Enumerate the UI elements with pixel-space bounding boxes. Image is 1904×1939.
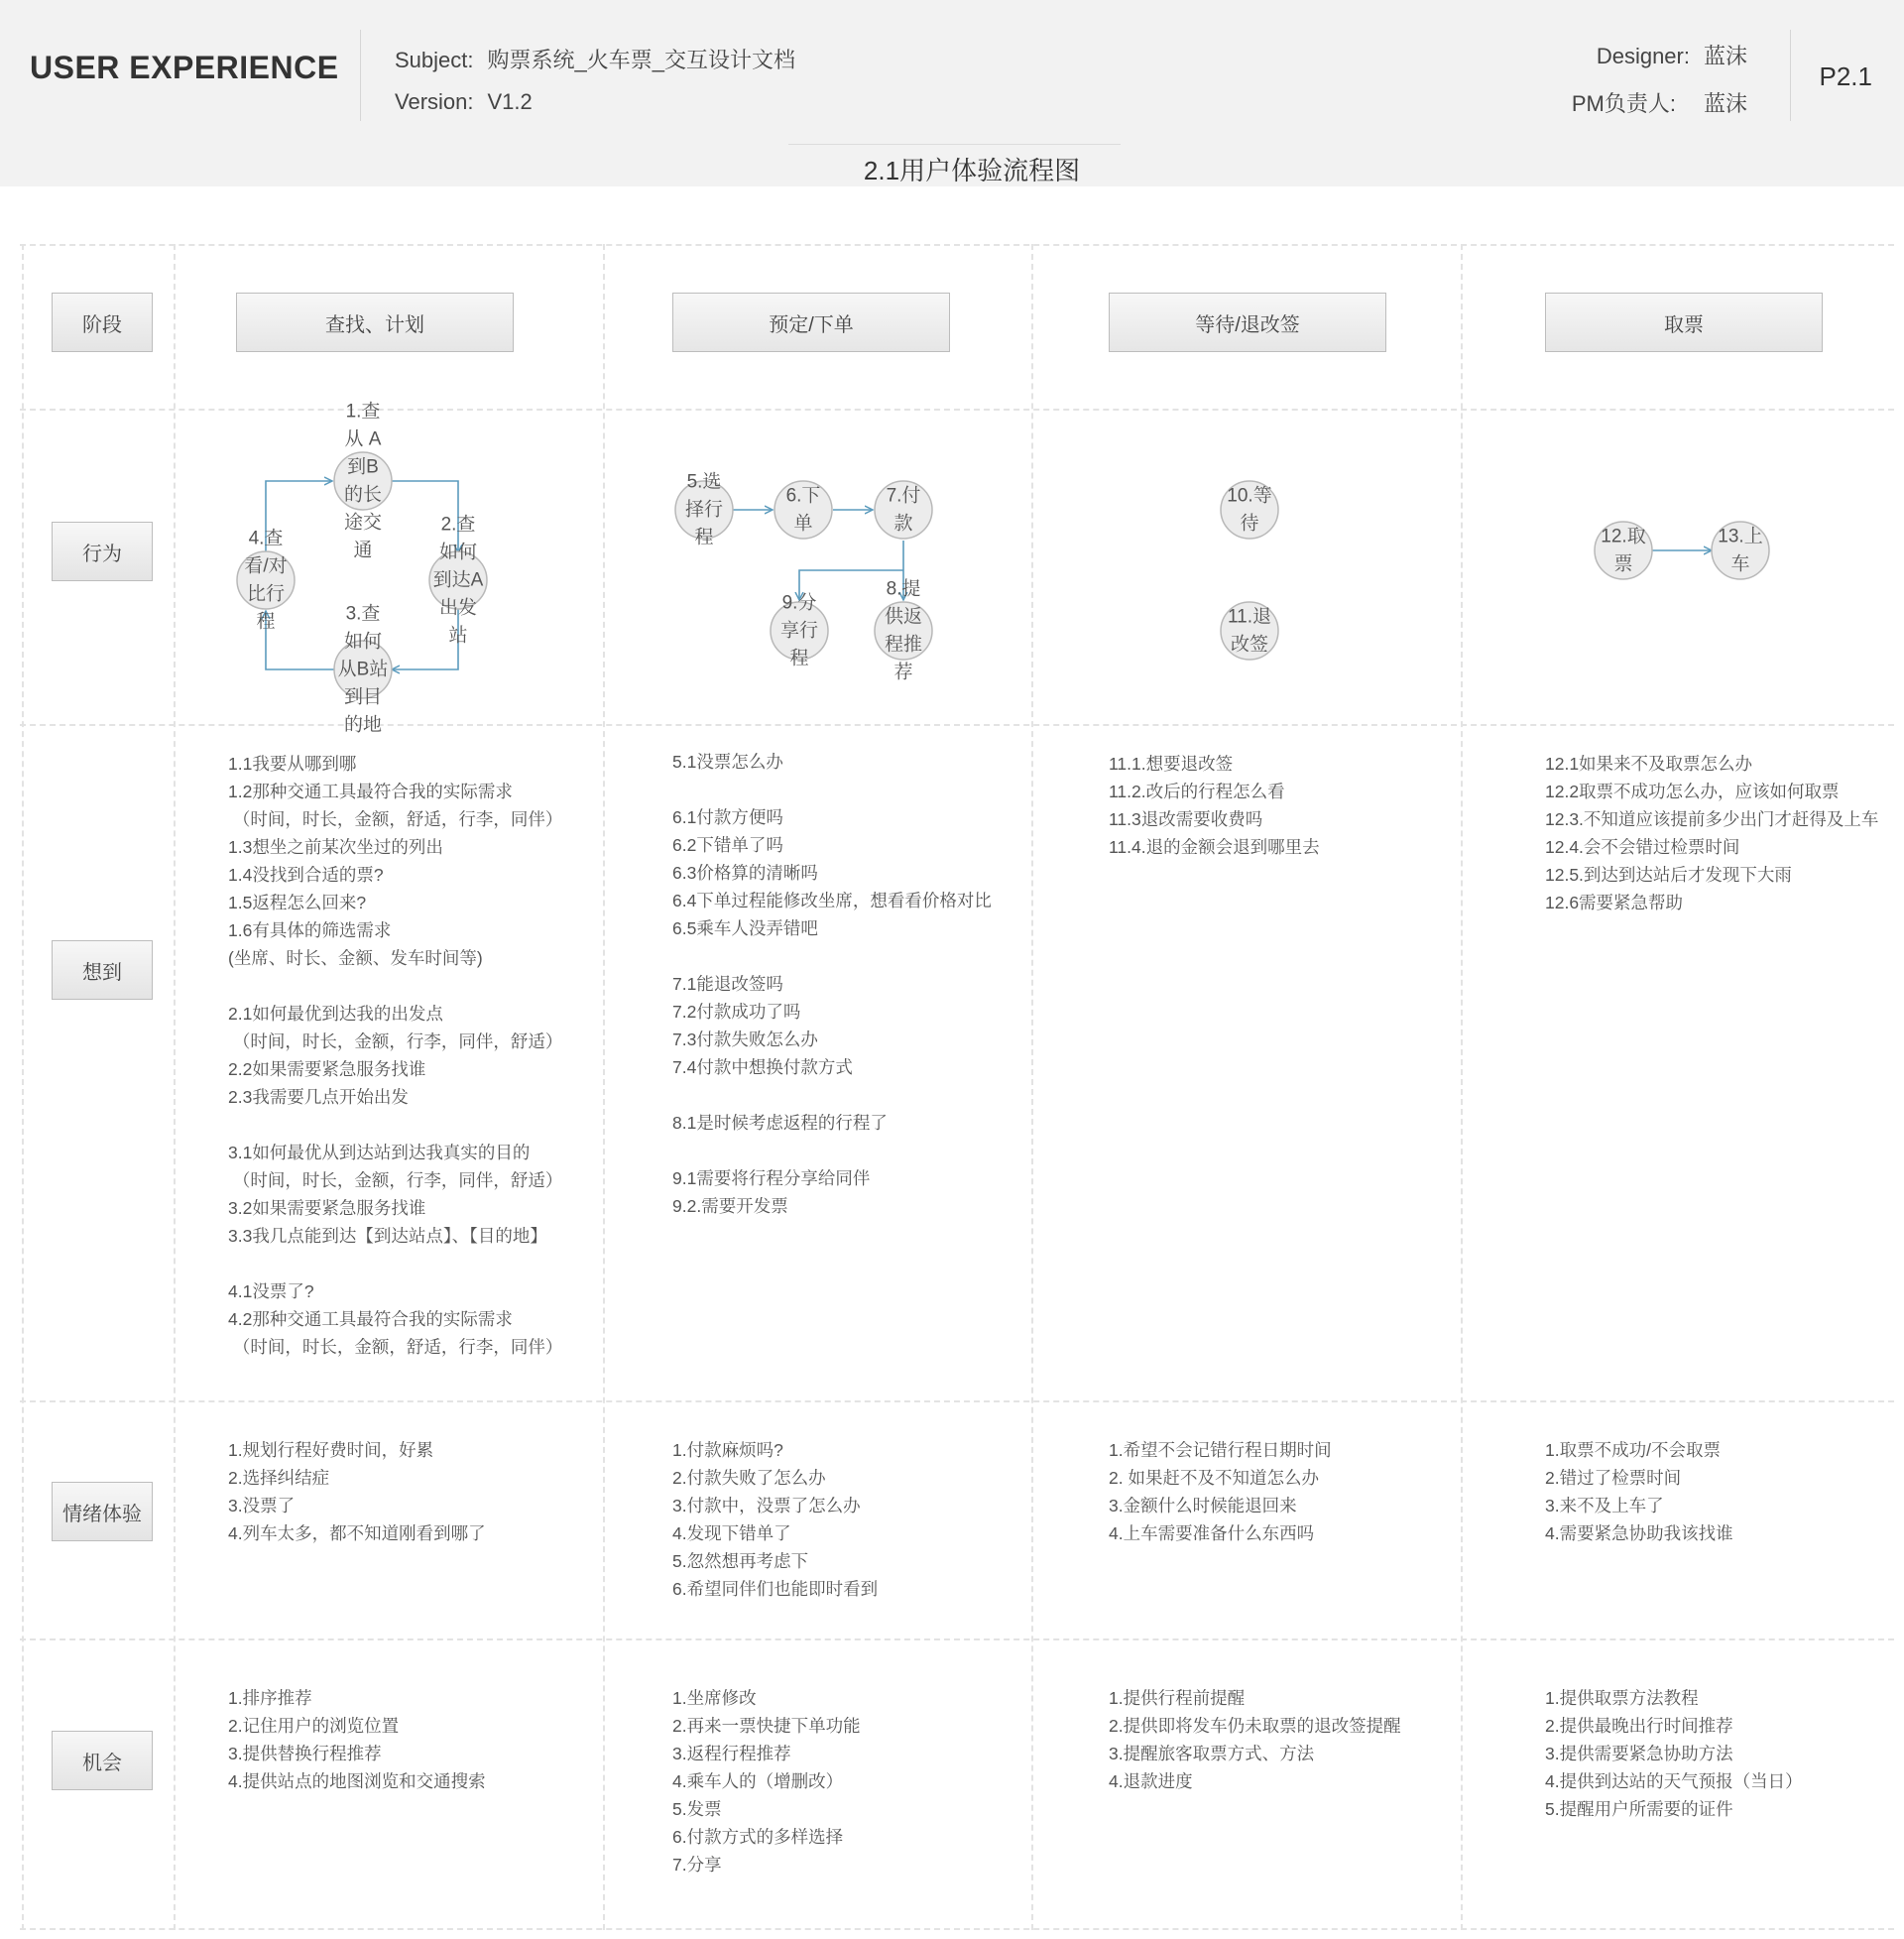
stage-wait-change: 等待/退改签: [1109, 293, 1386, 352]
flow-node-label: 享行: [779, 620, 819, 642]
flow-node-label: 供返: [884, 606, 923, 628]
flow-node-label: 2.查: [440, 514, 476, 536]
row-label-opportunity: 机会: [52, 1731, 153, 1790]
flow-node-n7: [875, 481, 932, 539]
flow-node-n9: [771, 592, 828, 669]
flow-node-label: 单: [793, 513, 813, 535]
flow-node-label: 1.查: [345, 401, 381, 423]
flow-node-label: 4.查: [248, 528, 284, 549]
flow-node-label: 7.付: [886, 485, 921, 507]
flow-node-label: 款: [893, 513, 913, 535]
thinking-pickup: 12.1如果来不及取票怎么办 12.2取票不成功怎么办，应该如何取票 12.3.不知道应该提前多少出门才赶得及上车 12.4.会不会错过检票时间 12.5.到达到达站后才发现下大雨 12.6需要紧急帮助: [1545, 754, 1879, 912]
flow-node-label: 车: [1730, 553, 1750, 575]
pm-key: PM负责人:: [1571, 91, 1676, 116]
opportunity-search-plan: 1.排序推荐 2.记住用户的浏览位置 3.提供替换行程推荐 4.提供站点的地图浏览和交通搜索: [228, 1688, 486, 1791]
flow-node-label: 站: [448, 625, 468, 647]
emotion-book-order: 1.付款麻烦吗? 2.付款失败了怎么办 3.付款中，没票了怎么办 4.发现下错单了 5.忽然想再考虑下 6.希望同伴们也能即时看到: [672, 1440, 879, 1599]
row-label-thinking: 想到: [52, 940, 153, 1000]
flow-node-label: 荐: [893, 662, 913, 683]
flow-node-label: 9.分: [781, 592, 817, 614]
flow-node-label: 从B站: [337, 659, 389, 680]
flow-node-label: 如何: [438, 542, 478, 563]
flow-node-n1: [334, 401, 392, 561]
designer-value: 蓝沫: [1703, 44, 1747, 68]
flow-node-label: 6.下: [785, 485, 821, 507]
designer-key: Designer:: [1596, 44, 1690, 68]
flow-node-label: 到达A: [432, 569, 484, 591]
flow-node-label: 途交: [343, 512, 383, 534]
thinking-book-order: 5.1没票怎么办 6.1付款方便吗 6.2下错单了吗 6.3价格算的清晰吗 6.4下单过程能修改坐席，想看看价格对比 6.5乘车人没弄错吧 7.1能退改签吗 7.2付款成功了吗 7.3付款失败怎么办 7.4付款中想换付款方式 8.1是时候考虑返程的行程了 9.1需要将行程分享给同伴 9.2.需要开发票: [672, 752, 992, 1216]
flow-node-label: 11.退: [1227, 606, 1272, 628]
opportunity-wait-change: 1.提供行程前提醒 2.提供即将发车仍未取票的退改签提醒 3.提醒旅客取票方式、方法 4.退款进度: [1109, 1688, 1401, 1791]
page-title: 2.1用户体验流程图: [863, 156, 1081, 185]
version-value: V1.2: [487, 89, 533, 114]
flow-node-n2: [429, 514, 487, 647]
flow-node-label: 看/对: [244, 555, 288, 577]
flow-node-label: 的长: [343, 484, 383, 506]
flow-node-label: 比行: [246, 583, 286, 605]
flow-node-label: 10.等: [1227, 485, 1272, 507]
flow-node-n5: [675, 471, 733, 548]
flow-node-label: 程: [256, 611, 276, 633]
flow-node-label: 程: [694, 527, 714, 548]
page-number: P2.1: [1819, 61, 1872, 91]
flow-node-label: 通: [353, 540, 373, 561]
opportunity-book-order: 1.坐席修改 2.再来一票快捷下单功能 3.返程行程推荐 4.乘车人的（增删改） 5.发票 6.付款方式的多样选择 7.分享: [672, 1688, 861, 1875]
flow-node-label: 票: [1613, 553, 1633, 575]
flow-node-n13: [1712, 522, 1769, 579]
stage-search-plan: 查找、计划: [236, 293, 514, 352]
emotion-pickup: 1.取票不成功/不会取票 2.错过了检票时间 3.来不及上车了 4.需要紧急协助我该找谁: [1545, 1440, 1733, 1543]
row-label-behavior: 行为: [52, 522, 153, 581]
flow-node-n8: [875, 578, 932, 683]
flow-node-n11: [1221, 602, 1278, 660]
flow-node-n4: [237, 528, 295, 633]
flow-node-label: 程: [789, 648, 809, 669]
subject-value: 购票系统_火车票_交互设计文档: [487, 48, 795, 72]
pm-value: 蓝沫: [1703, 91, 1747, 116]
thinking-search-plan: 1.1我要从哪到哪 1.2那种交通工具最符合我的实际需求 （时间，时长，金额，舒适，行李，同伴） 1.3想坐之前某次坐过的列出 1.4没找到合适的票? 1.5返程怎么回来? 1.6有具体的筛选需求 (坐席、时长、金额、发车时间等) 2.1如何最优到达我的出发点 （时间，时长，金额，行李，同伴，舒适） 2.2如果需要紧急服务找谁 2.3我需要几点开始出发 3.1如何最优从到达站到达我真实的目的 （时间，时长，金额，行李，同伴，舒适） 3.2如果需要紧急服务找谁 3.3我几点能到达【到达站点】、【目的地】 4.1没票了? 4.2那种交通工具最符合我的实际需求 （时间，时长，金额，舒适，行李，同伴）: [228, 754, 563, 1357]
stage-book-order: 预定/下单: [672, 293, 950, 352]
flow-nodes: [237, 401, 1769, 736]
flow-node-label: 从 A: [344, 428, 382, 450]
version-key: Version:: [395, 89, 474, 114]
flow-node-label: 到B: [347, 456, 379, 478]
flow-node-label: 到目: [343, 686, 383, 708]
flow-node-n6: [774, 481, 832, 539]
edge-n3-n4: [266, 611, 335, 669]
flow-node-n3: [334, 603, 392, 736]
opportunity-pickup: 1.提供取票方法教程 2.提供最晚出行时间推荐 3.提供需要紧急协助方法 4.提供到达站的天气预报（当日） 5.提醒用户所需要的证件: [1545, 1688, 1803, 1819]
brand-title: USER EXPERIENCE: [30, 50, 339, 85]
thinking-wait-change: 11.1.想要退改签 11.2.改后的行程怎么看 11.3退改需要收费吗 11.4.退的金额会退到哪里去: [1109, 754, 1320, 857]
flow-node-label: 3.查: [345, 603, 381, 625]
flow-node-label: 程推: [884, 634, 923, 656]
flow-node-n12: [1595, 522, 1652, 579]
subject-key: Subject:: [395, 48, 474, 72]
emotion-wait-change: 1.希望不会记错行程日期时间 2. 如果赶不及不知道怎么办 3.金额什么时候能退回来 4.上车需要准备什么东西吗: [1109, 1440, 1332, 1543]
flow-node-label: 出发: [438, 597, 478, 619]
flow-node-label: 的地: [343, 714, 383, 736]
row-label-emotion: 情绪体验: [52, 1482, 153, 1541]
flow-node-label: 13.上: [1718, 526, 1763, 547]
flow-node-label: 5.选: [686, 471, 722, 493]
row-label-stage: 阶段: [52, 293, 153, 352]
emotion-search-plan: 1.规划行程好费时间，好累 2.选择纠结症 3.没票了 4.列车太多，都不知道刚看到哪了: [228, 1440, 486, 1543]
flow-node-label: 如何: [343, 631, 383, 653]
flow-node-label: 择行: [684, 499, 724, 521]
stage-pickup: 取票: [1545, 293, 1823, 352]
flow-node-label: 12.取: [1601, 526, 1646, 547]
flow-node-label: 待: [1240, 513, 1259, 535]
flow-node-label: 8.提: [886, 578, 921, 600]
flow-node-label: 改签: [1230, 634, 1269, 656]
flow-node-n10: [1221, 481, 1278, 539]
